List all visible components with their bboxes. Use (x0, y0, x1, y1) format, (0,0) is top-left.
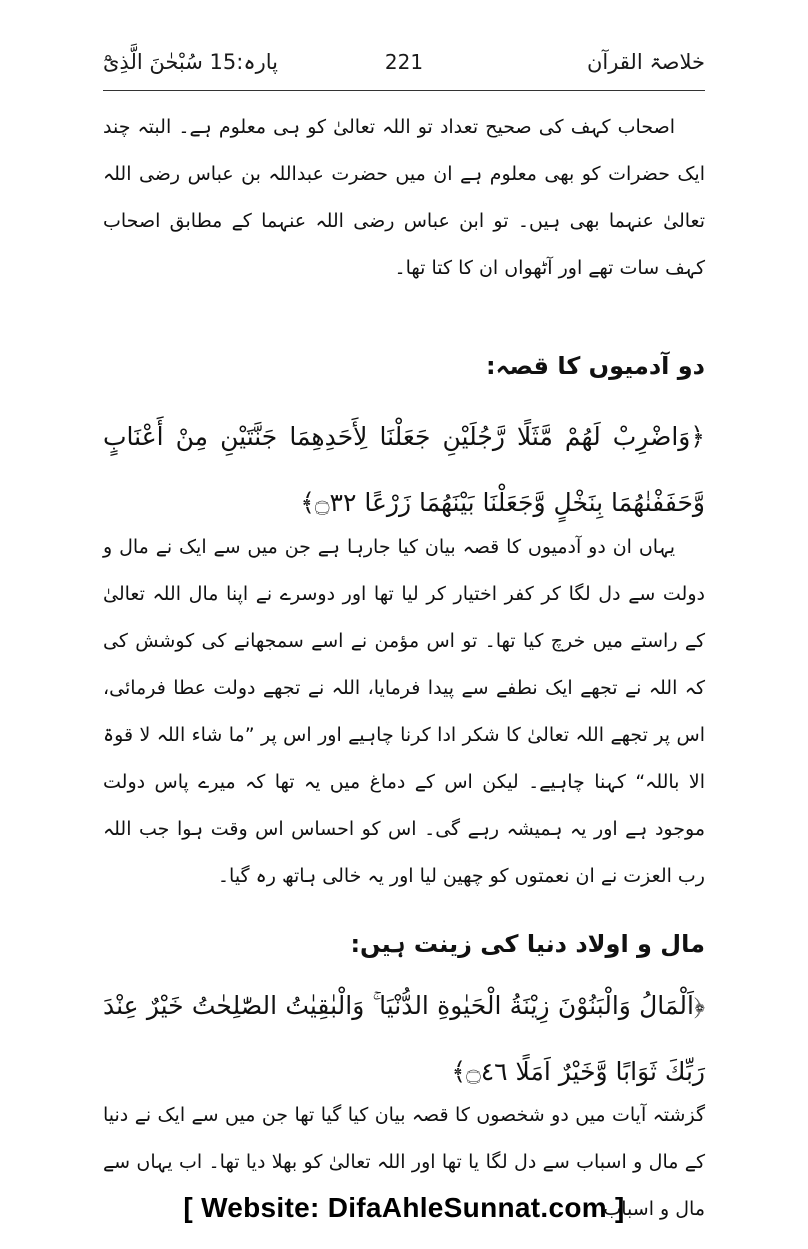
quran-verse-32: ﴿وَاضْرِبْ لَهُمْ مَّثَلًا رَّجُلَيْنِ جَعَلْنَا لِأَحَدِهِمَا جَنَّتَيْنِ مِنْ أَعْنَابٍ وَّحَفَفْنٰهُمَا بِنَخْلٍ وَّجَعَلْنَا بَيْنَهُمَا زَرْعًا ۝٣٢﴾ (103, 422, 705, 517)
paragraph-two-men-story (103, 524, 705, 900)
section-heading-two-men: دو آدمیوں کا قصہ: (485, 352, 705, 380)
page-header (103, 44, 705, 90)
page-number: 221 (384, 50, 424, 74)
header-rule (103, 90, 705, 91)
paragraph-ashab-kahf (103, 104, 705, 292)
paragraph-text: گزشتہ آیات میں دو شخصوں کا قصہ بیان کیا گیا تھا جن میں سے ایک نے دنیا کے مال و اسباب سے دل لگا یا تھا اور اللہ تعالیٰ کو بھلا دیا تھا۔ اب یہاں سے مال و اسباب (103, 1104, 705, 1220)
paragraph-text: اصحاب کہف کی صحیح تعداد تو اللہ تعالیٰ کو ہی معلوم ہے۔ البتہ چند ایک حضرات کو بھی معلوم ہے ان میں حضرت عبداللہ بن عباس رضی اللہ تعالیٰ عنہما بھی ہیں۔ تو ابن عباس رضی اللہ عنہما کے مطابق اصحاب کہف سات تھے اور آٹھواں ان کا کتا تھا۔ (103, 116, 705, 279)
paragraph-text: یہاں ان دو آدمیوں کا قصہ بیان کیا جارہا ہے جن میں سے ایک نے مال و دولت سے دل لگا کر کفر اختیار کر لیا تھا اور دوسرے نے اپنا مال اللہ تعالیٰ کے راستے میں خرچ کیا تھا۔ تو اس مؤمن نے اسے سمجھانے کی کوشش کی کہ اللہ نے تجھے ایک نطفے سے پیدا فرمایا، اللہ نے تجھے دولت عطا فرمائی، اس پر تجھے اللہ تعالیٰ کا شکر ادا کرنا چاہیے اور اس پر ”ما شاء اللہ لا قوۃ الا باللہ“ کہنا چاہیے۔ لیکن اس کے دماغ میں یہ تھا کہ میرے پاس دولت موجود ہے اور یہ ہمیشہ رہے گی۔ اس کو احساس اس وقت ہوا جب اللہ رب العزت نے ان نعمتوں کو چھین لیا اور یہ خالی ہاتھ رہ گیا۔ (103, 536, 705, 887)
book-title: خلاصۃ القرآن (586, 50, 705, 74)
para-label: پارہ:15 سُبْحٰنَ الَّذِیْٓ (103, 50, 279, 74)
section-heading-wealth-children: مال و اولاد دنیا کی زینت ہیں: (350, 930, 705, 958)
website-footer: [ Website: DifaAhleSunnat.com ] (183, 1192, 625, 1223)
quran-verse-46: ﴿اَلْمَالُ وَالْبَنُوْنَ زِيْنَةُ الْحَيٰوةِ الدُّنْيَا ۚ وَالْبٰقِيٰتُ الصّٰلِحٰتُ خَيْرٌ عِنْدَ رَبِّكَ ثَوَابًا وَّخَيْرٌ اَمَلًا ۝٤٦﴾ (103, 991, 705, 1086)
